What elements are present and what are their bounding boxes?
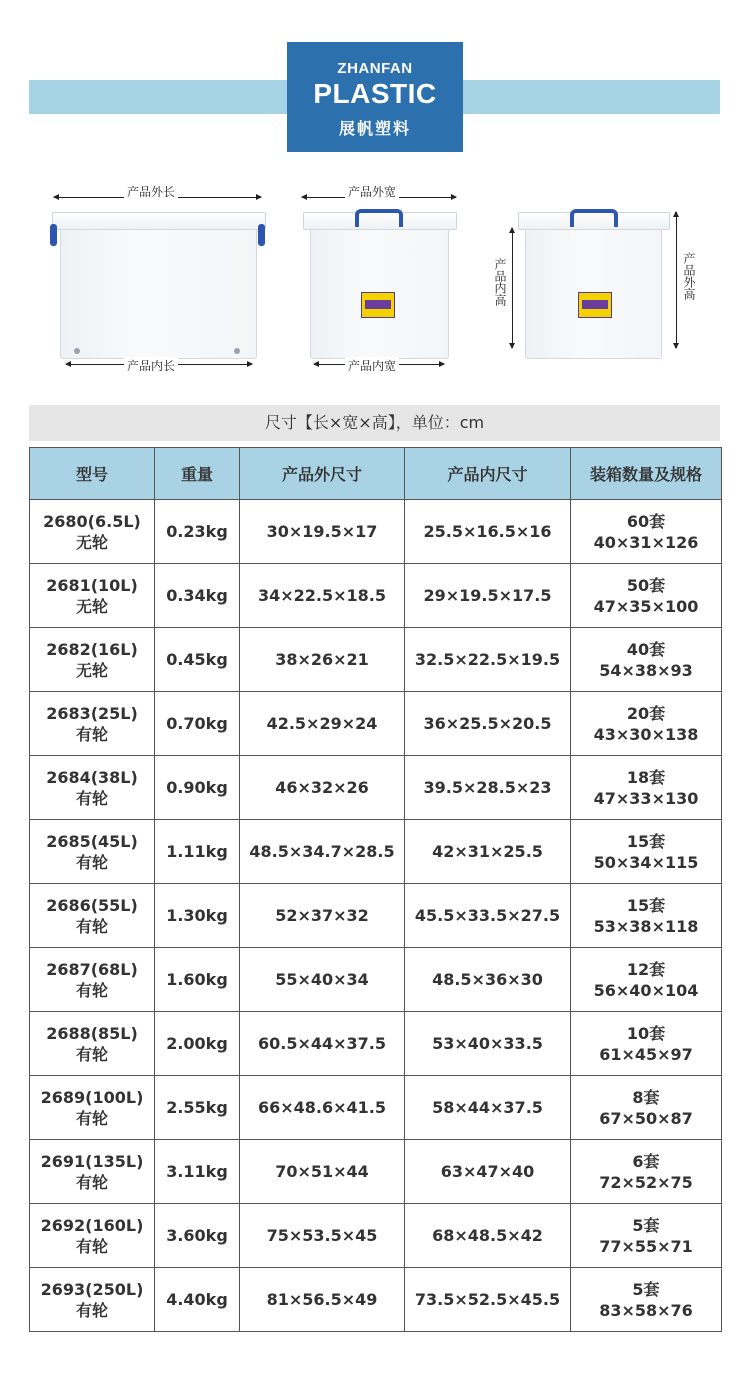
carton-cell bbox=[571, 564, 722, 628]
carton-quantity: 15套 bbox=[626, 895, 666, 915]
wheel-type: 有轮 bbox=[75, 1172, 108, 1192]
weight-cell: 4.40kg bbox=[155, 1268, 240, 1332]
inner-size-cell: 58×44×37.5 bbox=[405, 1076, 571, 1140]
outer-size-cell: 70×51×44 bbox=[240, 1140, 405, 1204]
inner-size-cell: 48.5×36×30 bbox=[405, 948, 571, 1012]
carton-cell bbox=[571, 1204, 722, 1268]
model-number: 2685(45L) bbox=[46, 831, 138, 851]
outer-height-label: 产品外高 bbox=[682, 252, 696, 300]
weight-cell: 0.23kg bbox=[155, 500, 240, 564]
wheel-icon bbox=[74, 348, 80, 354]
carton-cell bbox=[571, 820, 722, 884]
table-row bbox=[30, 820, 722, 884]
weight-cell: 0.45kg bbox=[155, 628, 240, 692]
carton-quantity: 18套 bbox=[626, 767, 666, 787]
header-outer-size: 产品外尺寸 bbox=[240, 448, 405, 500]
weight-cell: 1.60kg bbox=[155, 948, 240, 1012]
model-number: 2693(250L) bbox=[40, 1279, 144, 1299]
inner-height-label: 产品内高 bbox=[493, 258, 507, 306]
model-number: 2680(6.5L) bbox=[43, 511, 141, 531]
carton-quantity: 20套 bbox=[626, 703, 666, 723]
model-cell bbox=[30, 820, 155, 884]
carton-size: 77×55×71 bbox=[599, 1236, 693, 1256]
carton-size: 54×38×93 bbox=[599, 660, 693, 680]
model-number: 2692(160L) bbox=[40, 1215, 144, 1235]
inner-size-cell: 73.5×52.5×45.5 bbox=[405, 1268, 571, 1332]
model-cell bbox=[30, 1140, 155, 1204]
table-row bbox=[30, 500, 722, 564]
carton-cell bbox=[571, 1076, 722, 1140]
inner-size-cell: 29×19.5×17.5 bbox=[405, 564, 571, 628]
weight-cell: 0.70kg bbox=[155, 692, 240, 756]
carton-size: 67×50×87 bbox=[599, 1108, 693, 1128]
wheel-type: 有轮 bbox=[75, 1044, 108, 1064]
table-row bbox=[30, 628, 722, 692]
model-cell bbox=[30, 500, 155, 564]
outer-size-cell: 52×37×32 bbox=[240, 884, 405, 948]
header-inner-size: 产品内尺寸 bbox=[405, 448, 571, 500]
wheel-type: 有轮 bbox=[75, 852, 108, 872]
model-cell bbox=[30, 1268, 155, 1332]
carton-size: 50×34×115 bbox=[593, 852, 699, 872]
outer-size-cell: 34×22.5×18.5 bbox=[240, 564, 405, 628]
spec-table bbox=[29, 447, 722, 1332]
table-row bbox=[30, 1076, 722, 1140]
carton-cell bbox=[571, 756, 722, 820]
weight-cell: 2.55kg bbox=[155, 1076, 240, 1140]
outer-height-arrow bbox=[676, 212, 677, 348]
product-label-sticker bbox=[578, 292, 612, 318]
wheel-type: 有轮 bbox=[75, 1236, 108, 1256]
carton-quantity: 60套 bbox=[626, 511, 666, 531]
unit-subheader bbox=[29, 405, 720, 441]
carton-cell bbox=[571, 692, 722, 756]
table-body bbox=[30, 500, 722, 1332]
carton-quantity: 10套 bbox=[626, 1023, 666, 1043]
outer-size-cell: 75×53.5×45 bbox=[240, 1204, 405, 1268]
inner-size-cell: 42×31×25.5 bbox=[405, 820, 571, 884]
outer-size-cell: 30×19.5×17 bbox=[240, 500, 405, 564]
table-row bbox=[30, 1140, 722, 1204]
model-cell bbox=[30, 564, 155, 628]
model-cell bbox=[30, 1076, 155, 1140]
table-header-row bbox=[30, 448, 722, 500]
carton-size: 53×38×118 bbox=[593, 916, 699, 936]
outer-size-cell: 66×48.6×41.5 bbox=[240, 1076, 405, 1140]
header-model: 型号 bbox=[30, 448, 155, 500]
carton-quantity: 8套 bbox=[632, 1087, 660, 1107]
wheel-type: 有轮 bbox=[75, 916, 108, 936]
table-row bbox=[30, 756, 722, 820]
carton-cell bbox=[571, 884, 722, 948]
model-cell bbox=[30, 948, 155, 1012]
weight-cell: 3.11kg bbox=[155, 1140, 240, 1204]
inner-size-cell: 36×25.5×20.5 bbox=[405, 692, 571, 756]
carton-size: 72×52×75 bbox=[599, 1172, 693, 1192]
brand-line-1: ZHANFAN bbox=[337, 60, 413, 77]
inner-size-cell: 68×48.5×42 bbox=[405, 1204, 571, 1268]
box-body bbox=[60, 229, 257, 359]
table-row bbox=[30, 948, 722, 1012]
outer-size-cell: 46×32×26 bbox=[240, 756, 405, 820]
carton-quantity: 15套 bbox=[626, 831, 666, 851]
model-number: 2681(10L) bbox=[46, 575, 138, 595]
inner-size-cell: 63×47×40 bbox=[405, 1140, 571, 1204]
left-handle bbox=[50, 224, 57, 246]
model-cell bbox=[30, 1204, 155, 1268]
carton-size: 47×35×100 bbox=[593, 596, 699, 616]
carton-quantity: 6套 bbox=[632, 1151, 660, 1171]
carton-quantity: 50套 bbox=[626, 575, 666, 595]
model-cell bbox=[30, 1012, 155, 1076]
carry-handle bbox=[570, 209, 618, 227]
table-row bbox=[30, 1204, 722, 1268]
model-cell bbox=[30, 692, 155, 756]
wheel-type: 有轮 bbox=[75, 788, 108, 808]
outer-size-cell: 55×40×34 bbox=[240, 948, 405, 1012]
wheel-type: 有轮 bbox=[75, 724, 108, 744]
wheel-type: 有轮 bbox=[75, 980, 108, 1000]
inner-height-arrow bbox=[512, 228, 513, 348]
table-row bbox=[30, 692, 722, 756]
weight-cell: 1.11kg bbox=[155, 820, 240, 884]
model-number: 2683(25L) bbox=[46, 703, 138, 723]
wheel-icon bbox=[234, 348, 240, 354]
carton-quantity: 5套 bbox=[632, 1279, 660, 1299]
weight-cell: 0.90kg bbox=[155, 756, 240, 820]
model-cell bbox=[30, 884, 155, 948]
header-carton: 装箱数量及规格 bbox=[571, 448, 722, 500]
carton-cell bbox=[571, 948, 722, 1012]
model-number: 2688(85L) bbox=[46, 1023, 138, 1043]
wheel-type: 无轮 bbox=[75, 660, 108, 680]
wheel-type: 无轮 bbox=[75, 596, 108, 616]
carton-cell bbox=[571, 1140, 722, 1204]
carton-cell bbox=[571, 500, 722, 564]
outer-size-cell: 60.5×44×37.5 bbox=[240, 1012, 405, 1076]
model-cell bbox=[30, 628, 155, 692]
inner-size-cell: 45.5×33.5×27.5 bbox=[405, 884, 571, 948]
table-row bbox=[30, 1012, 722, 1076]
inner-size-cell: 25.5×16.5×16 bbox=[405, 500, 571, 564]
carton-quantity: 40套 bbox=[626, 639, 666, 659]
weight-cell: 1.30kg bbox=[155, 884, 240, 948]
carton-size: 43×30×138 bbox=[593, 724, 699, 744]
table-row bbox=[30, 1268, 722, 1332]
product-label-sticker bbox=[361, 292, 395, 318]
inner-size-cell: 32.5×22.5×19.5 bbox=[405, 628, 571, 692]
inner-length-label: 产品内长 bbox=[124, 357, 178, 374]
wheel-type: 无轮 bbox=[75, 532, 108, 552]
box-lid bbox=[52, 212, 266, 230]
model-cell bbox=[30, 756, 155, 820]
carton-size: 83×58×76 bbox=[599, 1300, 693, 1320]
model-number: 2687(68L) bbox=[46, 959, 138, 979]
carton-quantity: 5套 bbox=[632, 1215, 660, 1235]
model-number: 2686(55L) bbox=[46, 895, 138, 915]
outer-size-cell: 81×56.5×49 bbox=[240, 1268, 405, 1332]
carton-size: 47×33×130 bbox=[593, 788, 699, 808]
carton-cell bbox=[571, 1268, 722, 1332]
outer-length-label: 产品外长 bbox=[124, 183, 178, 200]
carry-handle bbox=[355, 209, 403, 227]
carton-size: 61×45×97 bbox=[599, 1044, 693, 1064]
carton-cell bbox=[571, 628, 722, 692]
outer-size-cell: 48.5×34.7×28.5 bbox=[240, 820, 405, 884]
weight-cell: 0.34kg bbox=[155, 564, 240, 628]
table-row bbox=[30, 564, 722, 628]
brand-line-2: PLASTIC bbox=[313, 78, 437, 109]
weight-cell: 3.60kg bbox=[155, 1204, 240, 1268]
model-number: 2691(135L) bbox=[40, 1151, 144, 1171]
inner-size-cell: 39.5×28.5×23 bbox=[405, 756, 571, 820]
carton-quantity: 12套 bbox=[626, 959, 666, 979]
outer-width-label: 产品外宽 bbox=[345, 183, 399, 200]
carton-size: 40×31×126 bbox=[593, 532, 699, 552]
wheel-type: 有轮 bbox=[75, 1108, 108, 1128]
wheel-type: 有轮 bbox=[75, 1300, 108, 1320]
outer-size-cell: 42.5×29×24 bbox=[240, 692, 405, 756]
weight-cell: 2.00kg bbox=[155, 1012, 240, 1076]
outer-size-cell: 38×26×21 bbox=[240, 628, 405, 692]
carton-cell bbox=[571, 1012, 722, 1076]
model-number: 2684(38L) bbox=[46, 767, 138, 787]
header-weight: 重量 bbox=[155, 448, 240, 500]
inner-size-cell: 53×40×33.5 bbox=[405, 1012, 571, 1076]
carton-size: 56×40×104 bbox=[593, 980, 699, 1000]
brand-logo bbox=[287, 42, 463, 152]
inner-width-label: 产品内宽 bbox=[345, 357, 399, 374]
table-row bbox=[30, 884, 722, 948]
brand-line-3: 展帆塑料 bbox=[338, 119, 411, 138]
right-handle bbox=[258, 224, 265, 246]
model-number: 2682(16L) bbox=[46, 639, 138, 659]
model-number: 2689(100L) bbox=[40, 1087, 144, 1107]
unit-subheader-text: 尺寸【长×宽×高】，单位：cm bbox=[264, 413, 485, 432]
